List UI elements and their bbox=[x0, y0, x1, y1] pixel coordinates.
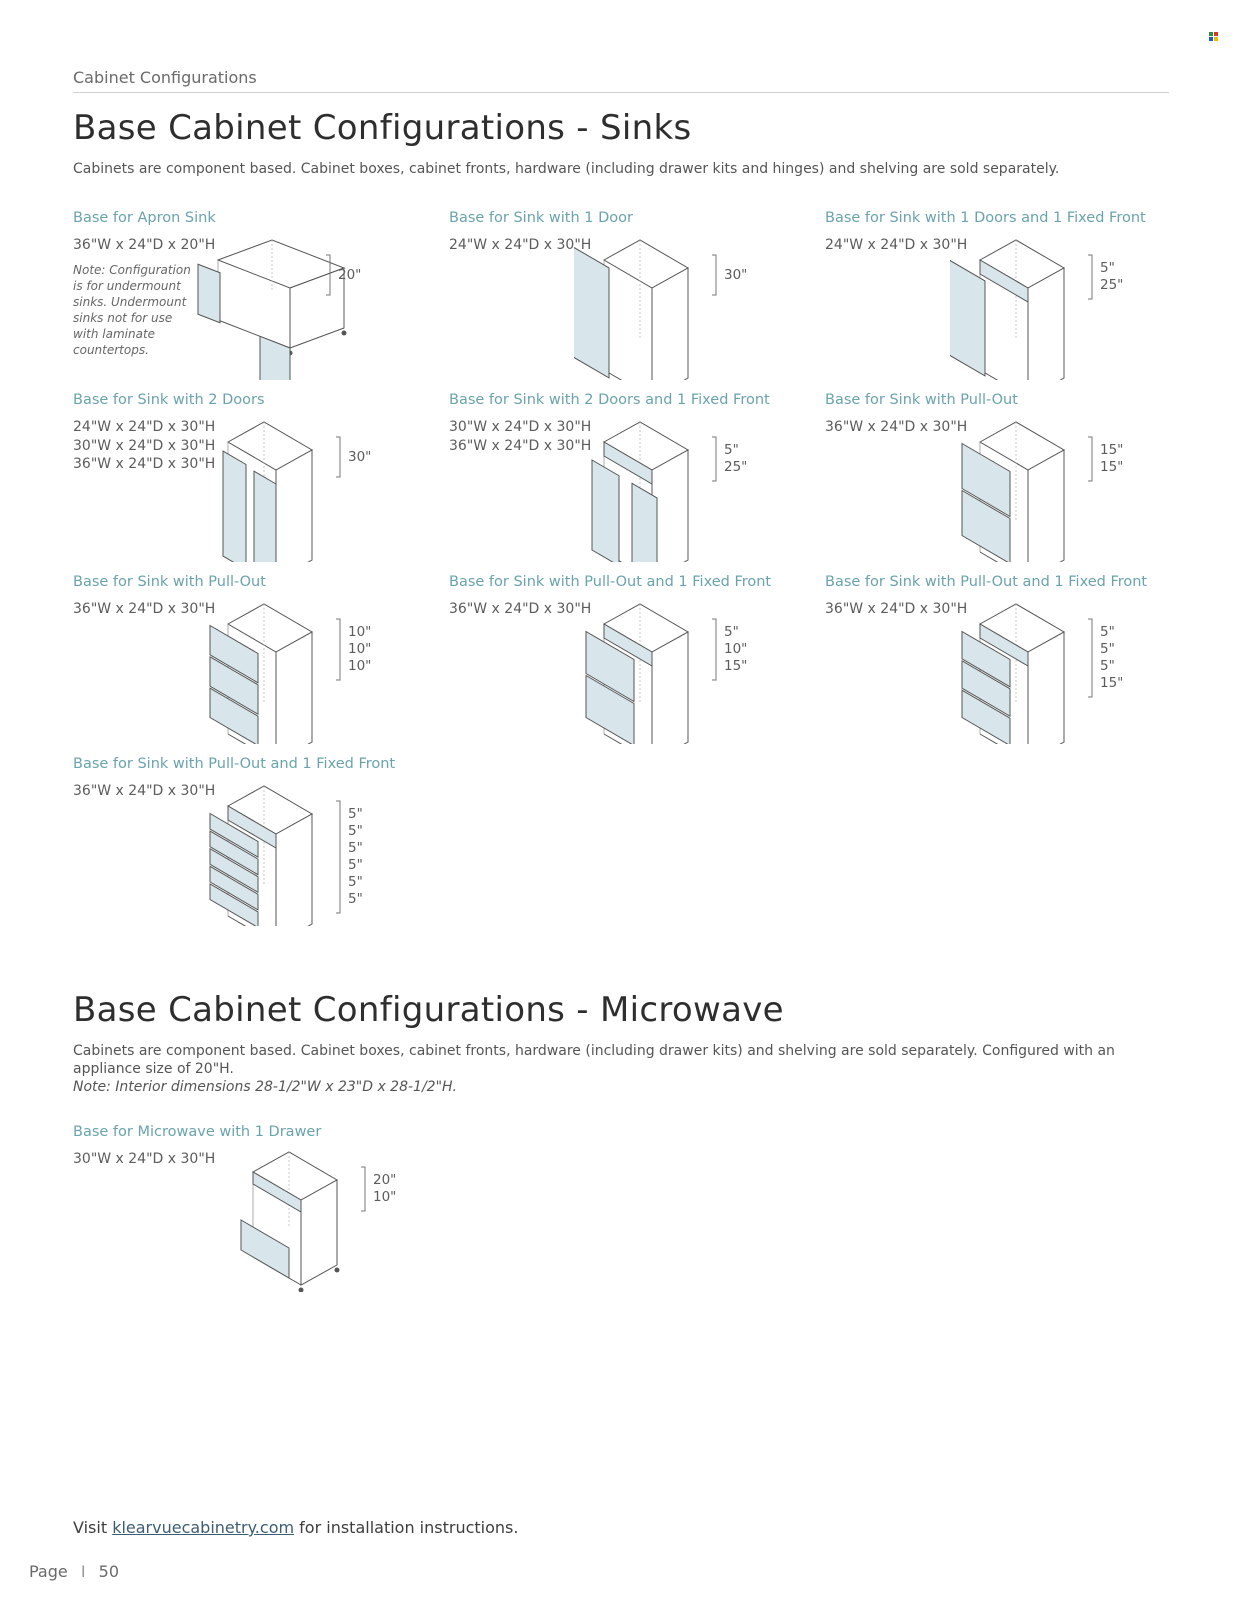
dimension-labels bbox=[724, 267, 747, 284]
bracket-line bbox=[712, 255, 716, 295]
header-divider bbox=[73, 92, 1169, 93]
microwave-intro-text: Cabinets are component based. Cabinet boxes, cabinet fronts, hardware (including drawer kits) and shelving are sold separately. Configured with an appliance size of 20"H. bbox=[73, 1043, 1115, 1077]
item-title: Base for Sink with Pull-Out bbox=[825, 392, 1018, 408]
configuration-item bbox=[449, 210, 819, 390]
cabinet-drawing bbox=[198, 240, 347, 380]
dimension-bracket bbox=[1088, 255, 1092, 299]
item-sizes bbox=[825, 418, 967, 437]
cabinet-side bbox=[652, 632, 688, 744]
dimension-value: 5" bbox=[1100, 658, 1115, 674]
cabinet-bottom-edge bbox=[604, 370, 652, 380]
visit-suffix: for installation instructions. bbox=[299, 1518, 519, 1537]
dimension-value: 5" bbox=[348, 891, 363, 907]
dimension-value: 15" bbox=[1100, 675, 1124, 691]
open-door-left bbox=[198, 264, 220, 323]
dimension-labels bbox=[338, 267, 361, 284]
cabinet-illustration bbox=[188, 200, 368, 380]
item-sizes bbox=[73, 1150, 215, 1169]
cabinet-drawing bbox=[241, 1152, 340, 1292]
dimension-value: 5" bbox=[348, 806, 363, 822]
size-line: 30"W x 24"D x 30"H bbox=[73, 1151, 216, 1167]
dimension-value: 5" bbox=[348, 857, 363, 873]
dimension-labels bbox=[724, 624, 747, 675]
cabinet-drawing bbox=[574, 240, 691, 380]
bracket-line bbox=[361, 1167, 365, 1211]
dimension-value: 10" bbox=[724, 641, 748, 657]
dimension-value: 5" bbox=[1100, 641, 1115, 657]
microwave-interior-note: Note: Interior dimensions 28-1/2"W x 23"D x 28-1/2"H. bbox=[73, 1079, 457, 1095]
page-separator: I bbox=[80, 1562, 86, 1581]
size-line: 30"W x 24"D x 30"H bbox=[73, 437, 216, 454]
configuration-item bbox=[73, 574, 443, 754]
dimension-bracket bbox=[336, 801, 340, 913]
configuration-item bbox=[825, 574, 1195, 754]
cabinet-drawing bbox=[592, 422, 691, 562]
dimension-bracket bbox=[361, 1167, 365, 1211]
configuration-item bbox=[73, 756, 443, 936]
size-line: 24"W x 24"D x 30"H bbox=[449, 237, 592, 253]
dimension-labels bbox=[348, 449, 371, 466]
item-title: Base for Sink with 2 Doors bbox=[73, 392, 265, 408]
dimension-labels bbox=[373, 1172, 396, 1206]
item-title: Base for Sink with Pull-Out and 1 Fixed Front bbox=[449, 574, 772, 590]
item-sizes bbox=[449, 418, 591, 455]
item-note: Note: Configuration is for undermount sinks. Undermount sinks not for use with laminate countertops. bbox=[73, 263, 191, 357]
dimension-value: 25" bbox=[724, 459, 748, 475]
item-title: Base for Apron Sink bbox=[73, 210, 216, 226]
dimension-value: 5" bbox=[1100, 624, 1115, 640]
size-line: 36"W x 24"D x 30"H bbox=[449, 601, 592, 617]
item-title: Base for Sink with 1 Door bbox=[449, 210, 633, 226]
item-sizes bbox=[449, 600, 591, 619]
item-sizes bbox=[73, 600, 215, 619]
item-sizes bbox=[825, 600, 967, 619]
open-door bbox=[574, 245, 609, 378]
open-door-right bbox=[254, 471, 276, 562]
cabinet-bottom-edge bbox=[980, 370, 1028, 380]
dimension-value: 10" bbox=[373, 1189, 397, 1205]
item-sizes bbox=[449, 236, 591, 255]
size-line: 36"W x 24"D x 30"H bbox=[449, 437, 592, 454]
dimension-value: 5" bbox=[348, 840, 363, 856]
size-line: 24"W x 24"D x 30"H bbox=[825, 237, 968, 253]
cabinet-drawing bbox=[962, 422, 1067, 562]
dimension-labels bbox=[1100, 442, 1123, 476]
dimension-value: 5" bbox=[1100, 260, 1115, 276]
section-label: Cabinet Configurations bbox=[73, 68, 257, 87]
configuration-item bbox=[449, 392, 819, 572]
cabinet-drawing bbox=[210, 786, 315, 926]
configuration-item bbox=[73, 1124, 443, 1304]
cabinet-drawing bbox=[962, 604, 1067, 744]
drawer-front bbox=[241, 1220, 289, 1278]
dimension-value: 15" bbox=[1100, 459, 1124, 475]
size-line: 30"W x 24"D x 30"H bbox=[449, 419, 592, 435]
leveling-leg bbox=[299, 1288, 304, 1293]
size-line: 24"W x 24"D x 30"H bbox=[73, 419, 216, 435]
configuration-item bbox=[449, 574, 819, 754]
configuration-item bbox=[825, 210, 1195, 390]
item-sizes bbox=[825, 236, 967, 255]
item-title: Base for Sink with Pull-Out and 1 Fixed Front bbox=[825, 574, 1148, 590]
cabinet-side bbox=[652, 268, 688, 380]
configuration-item bbox=[73, 210, 443, 390]
bracket-line bbox=[712, 437, 716, 481]
visit-prefix: Visit bbox=[73, 1518, 108, 1537]
dimension-bracket bbox=[1088, 619, 1092, 697]
cabinet-side bbox=[1028, 268, 1064, 380]
cabinet-drawing bbox=[210, 604, 315, 744]
dimension-value: 5" bbox=[724, 624, 739, 640]
dimension-value: 20" bbox=[338, 266, 362, 283]
page-label: Page bbox=[29, 1562, 68, 1581]
dimension-value: 15" bbox=[724, 658, 748, 674]
dimension-bracket bbox=[712, 255, 716, 295]
bracket-line bbox=[336, 437, 340, 477]
bracket-line bbox=[336, 801, 340, 913]
item-title: Base for Sink with 2 Doors and 1 Fixed Front bbox=[449, 392, 770, 408]
cabinet-side bbox=[1028, 450, 1064, 562]
size-line: 36"W x 24"D x 30"H bbox=[825, 419, 968, 435]
dimension-value: 10" bbox=[348, 658, 372, 674]
dimension-labels bbox=[348, 624, 371, 675]
bracket-line bbox=[336, 619, 340, 680]
cabinet-drawing bbox=[950, 240, 1067, 380]
open-door-left bbox=[223, 451, 246, 562]
configuration-item bbox=[73, 392, 443, 572]
dimension-value: 15" bbox=[1100, 442, 1124, 458]
cabinet-side bbox=[276, 450, 312, 562]
sinks-heading: Base Cabinet Configurations - Sinks bbox=[73, 108, 692, 148]
cabinet-side bbox=[276, 814, 312, 926]
item-title: Base for Microwave with 1 Drawer bbox=[73, 1124, 322, 1140]
dimension-value: 5" bbox=[348, 874, 363, 890]
bracket-line bbox=[1088, 437, 1092, 481]
dimension-value: 30" bbox=[724, 266, 748, 283]
sinks-intro: Cabinets are component based. Cabinet boxes, cabinet fronts, hardware (including drawer kits and hinges) and shelving are sold separately. bbox=[73, 161, 1060, 177]
brand-logo-icon bbox=[1209, 32, 1218, 41]
dimension-value: 5" bbox=[724, 442, 739, 458]
cabinet-illustration bbox=[574, 200, 754, 380]
microwave-intro bbox=[73, 1042, 1169, 1096]
leveling-leg bbox=[342, 331, 347, 336]
item-title: Base for Sink with Pull-Out and 1 Fixed Front bbox=[73, 756, 396, 772]
cabinet-drawing bbox=[223, 422, 315, 562]
size-line: 36"W x 24"D x 20"H bbox=[73, 237, 216, 253]
bracket-line bbox=[1088, 255, 1092, 299]
dimension-value: 10" bbox=[348, 624, 372, 640]
cabinet-side bbox=[1028, 632, 1064, 744]
dimension-bracket bbox=[336, 619, 340, 680]
open-door-left bbox=[592, 460, 619, 562]
dimension-labels bbox=[1100, 260, 1123, 294]
dimension-value: 20" bbox=[373, 1172, 397, 1188]
size-line: 36"W x 24"D x 30"H bbox=[73, 601, 216, 617]
dimension-bracket bbox=[336, 437, 340, 477]
item-title: Base for Sink with 1 Doors and 1 Fixed Front bbox=[825, 210, 1146, 226]
dimension-value: 25" bbox=[1100, 277, 1124, 293]
item-sizes bbox=[73, 782, 215, 801]
dimension-labels bbox=[724, 442, 747, 476]
bracket-line bbox=[712, 619, 716, 680]
microwave-heading: Base Cabinet Configurations - Microwave bbox=[73, 990, 784, 1030]
size-line: 36"W x 24"D x 30"H bbox=[825, 601, 968, 617]
item-title: Base for Sink with Pull-Out bbox=[73, 574, 266, 590]
cabinet-side bbox=[276, 632, 312, 744]
item-sizes bbox=[73, 418, 215, 474]
leveling-leg bbox=[335, 1268, 340, 1273]
cabinet-illustration bbox=[198, 382, 378, 562]
page-number bbox=[29, 1562, 119, 1581]
dimension-bracket bbox=[712, 437, 716, 481]
cabinet-drawing bbox=[586, 604, 691, 744]
dimension-value: 5" bbox=[348, 823, 363, 839]
configuration-item bbox=[825, 392, 1195, 572]
install-instructions-line bbox=[73, 1518, 518, 1537]
dimension-value: 10" bbox=[348, 641, 372, 657]
dimension-bracket bbox=[1088, 437, 1092, 481]
dimension-value: 30" bbox=[348, 448, 372, 465]
open-door-right bbox=[260, 336, 290, 380]
size-line: 36"W x 24"D x 30"H bbox=[73, 456, 216, 472]
bracket-line bbox=[1088, 619, 1092, 697]
dimension-bracket bbox=[712, 619, 716, 680]
size-line: 36"W x 24"D x 30"H bbox=[73, 783, 216, 799]
website-link[interactable]: klearvuecabinetry.com bbox=[112, 1518, 295, 1537]
dimension-labels bbox=[1100, 624, 1123, 692]
page-number-value: 50 bbox=[98, 1562, 119, 1581]
dimension-labels bbox=[348, 806, 363, 908]
